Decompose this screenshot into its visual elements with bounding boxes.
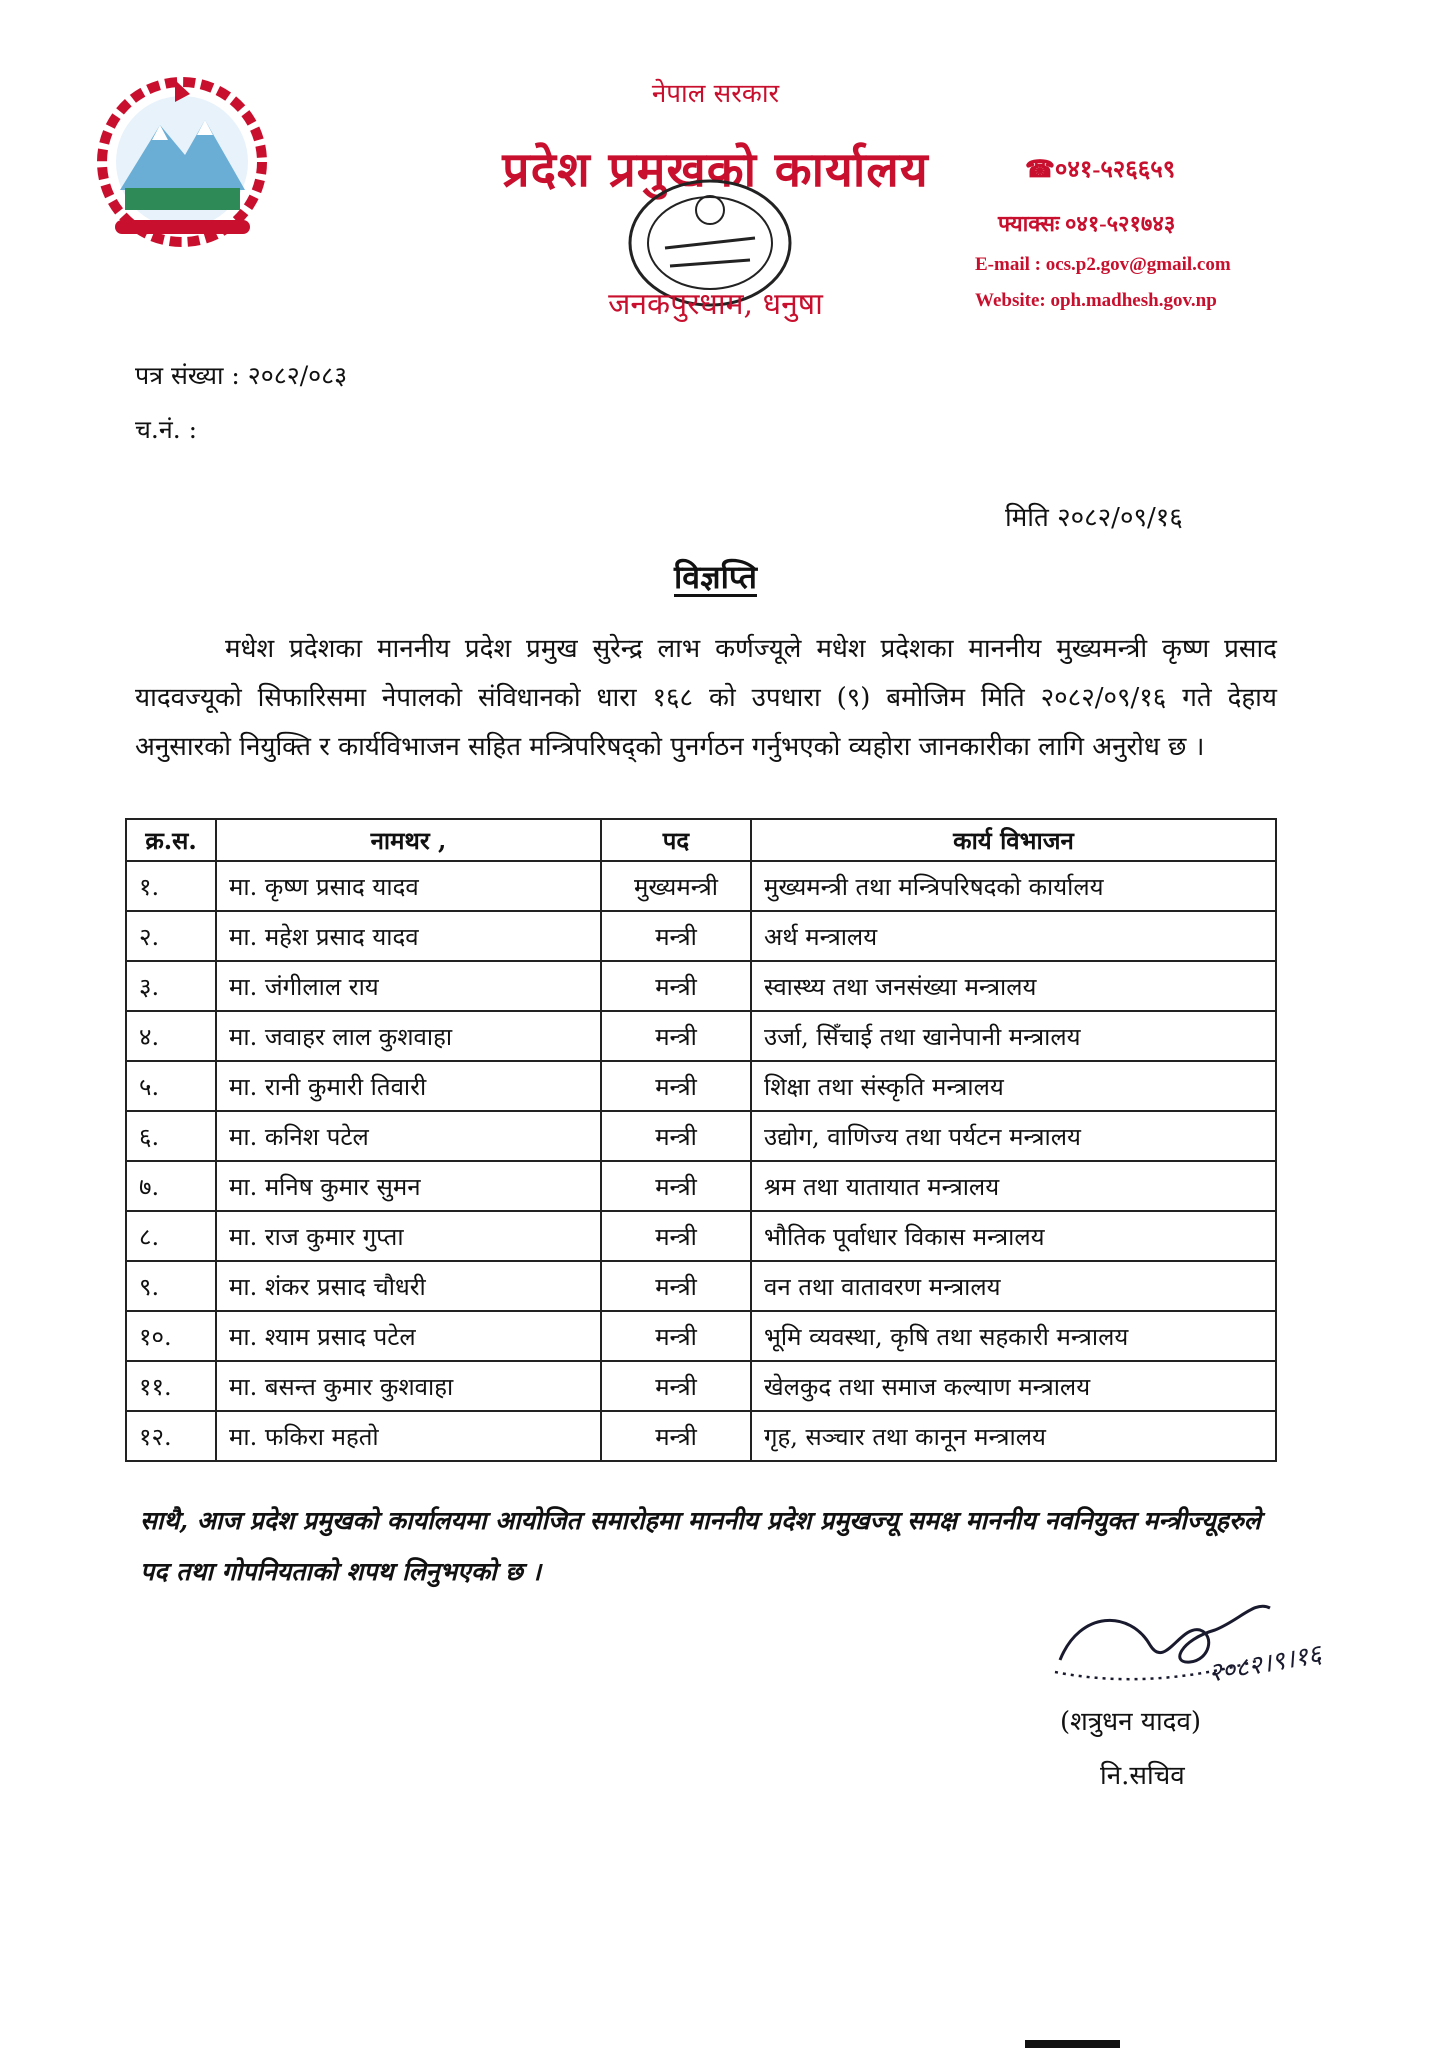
- cell-name: मा. फकिरा महतो: [216, 1411, 601, 1461]
- office-address: जनकपुरधाम, धनुषा: [608, 287, 823, 322]
- table-row: [126, 1061, 1276, 1111]
- table-row: [126, 1111, 1276, 1161]
- cell-name: मा. जवाहर लाल कुशवाहा: [216, 1011, 601, 1061]
- cell-post: मन्त्री: [601, 1111, 751, 1161]
- cell-portfolio: अर्थ मन्त्रालय: [751, 911, 1276, 961]
- cell-portfolio: उद्योग, वाणिज्य तथा पर्यटन मन्त्रालय: [751, 1111, 1276, 1161]
- cell-name: मा. जंगीलाल राय: [216, 961, 601, 1011]
- cell-post: मन्त्री: [601, 911, 751, 961]
- cell-serial: ७.: [126, 1161, 216, 1211]
- scan-edge-mark: [1025, 2040, 1120, 2048]
- cell-portfolio: भौतिक पूर्वाधार विकास मन्त्रालय: [751, 1211, 1276, 1261]
- table-row: [126, 1161, 1276, 1211]
- cell-name: मा. कनिश पटेल: [216, 1111, 601, 1161]
- cell-serial: १०.: [126, 1311, 216, 1361]
- cell-serial: ४.: [126, 1011, 216, 1061]
- cell-post: मन्त्री: [601, 1211, 751, 1261]
- cell-name: मा. राज कुमार गुप्ता: [216, 1211, 601, 1261]
- cell-portfolio: गृह, सञ्चार तथा कानून मन्त्रालय: [751, 1411, 1276, 1461]
- table-row: [126, 1211, 1276, 1261]
- table-row: [126, 1411, 1276, 1461]
- cell-name: मा. रानी कुमारी तिवारी: [216, 1061, 601, 1111]
- cell-serial: १.: [126, 861, 216, 911]
- website-url[interactable]: Website: oph.madhesh.gov.np: [975, 290, 1217, 311]
- office-name: प्रदेश प्रमुखको कार्यालय: [502, 142, 929, 198]
- table-row: [126, 861, 1276, 911]
- table-row: [126, 1261, 1276, 1311]
- notice-paragraph: मधेश प्रदेशका माननीय प्रदेश प्रमुख सुरेन्द्र लाभ कर्णज्यूले मधेश प्रदेशका माननीय मुख्यमन्त्री कृष्ण प्रसाद यादवज्यूको सिफारिसमा नेपालको संविधानको धारा १६८ को उपधारा (९) बमोजिम मिति २०८२/०९/१६ गते देहाय अनुसारको नियुक्ति र कार्यविभाजन सहित मन्त्रिपरिषद्को पुनर्गठन गर्नुभएको व्यहोरा जानकारीका लागि अनुरोध छ ।: [135, 634, 1277, 762]
- cell-name: मा. श्याम प्रसाद पटेल: [216, 1311, 601, 1361]
- cabinet-table: [125, 818, 1277, 1462]
- signatory-name: (शत्रुधन यादव): [1060, 1707, 1202, 1737]
- cell-serial: २.: [126, 911, 216, 961]
- table-header-row: [126, 819, 1276, 861]
- cell-portfolio: भूमि व्यवस्था, कृषि तथा सहकारी मन्त्रालय: [751, 1311, 1276, 1361]
- cell-serial: ६.: [126, 1111, 216, 1161]
- issue-date: मिति २०८२/०९/१६: [1005, 503, 1183, 533]
- cell-serial: ५.: [126, 1061, 216, 1111]
- header-post: पद: [601, 819, 751, 861]
- fax-number: फ्याक्सः ०४१-५२१७४३: [998, 211, 1176, 236]
- cell-serial: ३.: [126, 961, 216, 1011]
- cell-name: मा. मनिष कुमार सुमन: [216, 1161, 601, 1211]
- table-row: [126, 961, 1276, 1011]
- cell-name: मा. बसन्त कुमार कुशवाहा: [216, 1361, 601, 1411]
- cell-post: मन्त्री: [601, 1011, 751, 1061]
- table-row: [126, 911, 1276, 961]
- cell-name: मा. कृष्ण प्रसाद यादव: [216, 861, 601, 911]
- cell-name: मा. महेश प्रसाद यादव: [216, 911, 601, 961]
- header-serial: क्र.स.: [126, 819, 216, 861]
- closing-paragraph: साथै, आज प्रदेश प्रमुखको कार्यालयमा आयोजित समारोहमा माननीय प्रदेश प्रमुखज्यू समक्ष माननीय नवनियुक्त मन्त्रीज्यूहरुले पद तथा गोपनियताको शपथ लिनुभएको छ ।: [140, 1506, 1261, 1586]
- cell-post: मन्त्री: [601, 1261, 751, 1311]
- table-row: [126, 1361, 1276, 1411]
- cell-post: मुख्यमन्त्री: [601, 861, 751, 911]
- header-portfolio: कार्य विभाजन: [751, 819, 1276, 861]
- cell-portfolio: खेलकुद तथा समाज कल्याण मन्त्रालय: [751, 1361, 1276, 1411]
- cell-serial: ९.: [126, 1261, 216, 1311]
- cell-portfolio: उर्जा, सिँचाई तथा खानेपानी मन्त्रालय: [751, 1011, 1276, 1061]
- notice-title: विज्ञप्ति: [674, 558, 757, 596]
- dispatch-number: च.नं. :: [135, 415, 198, 444]
- cell-post: मन्त्री: [601, 1061, 751, 1111]
- cell-serial: ११.: [126, 1361, 216, 1411]
- cell-post: मन्त्री: [601, 1161, 751, 1211]
- cell-serial: ८.: [126, 1211, 216, 1261]
- cell-portfolio: वन तथा वातावरण मन्त्रालय: [751, 1261, 1276, 1311]
- cell-post: मन्त्री: [601, 1311, 751, 1361]
- email-address[interactable]: E-mail : ocs.p2.gov@gmail.com: [975, 254, 1231, 275]
- cell-portfolio: शिक्षा तथा संस्कृति मन्त्रालय: [751, 1061, 1276, 1111]
- signature-date: २०८२।९।१६: [1206, 1639, 1324, 1689]
- cell-post: मन्त्री: [601, 961, 751, 1011]
- signatory-title: नि.सचिव: [1100, 1761, 1185, 1791]
- cell-post: मन्त्री: [601, 1411, 751, 1461]
- table-row: [126, 1311, 1276, 1361]
- cell-portfolio: स्वास्थ्य तथा जनसंख्या मन्त्रालय: [751, 961, 1276, 1011]
- government-name: नेपाल सरकार: [651, 79, 780, 109]
- table-row: [126, 1011, 1276, 1061]
- phone-number: ☎०४१-५२६६५९: [1025, 157, 1176, 183]
- header-name: नामथर ,: [216, 819, 601, 861]
- cell-name: मा. शंकर प्रसाद चौधरी: [216, 1261, 601, 1311]
- reference-number: पत्र संख्या : २०८२/०८३: [135, 361, 348, 390]
- cell-post: मन्त्री: [601, 1361, 751, 1411]
- signature-icon: [1040, 1590, 1340, 1700]
- cell-portfolio: श्रम तथा यातायात मन्त्रालय: [751, 1161, 1276, 1211]
- cell-serial: १२.: [126, 1411, 216, 1461]
- cell-portfolio: मुख्यमन्त्री तथा मन्त्रिपरिषदको कार्यालय: [751, 861, 1276, 911]
